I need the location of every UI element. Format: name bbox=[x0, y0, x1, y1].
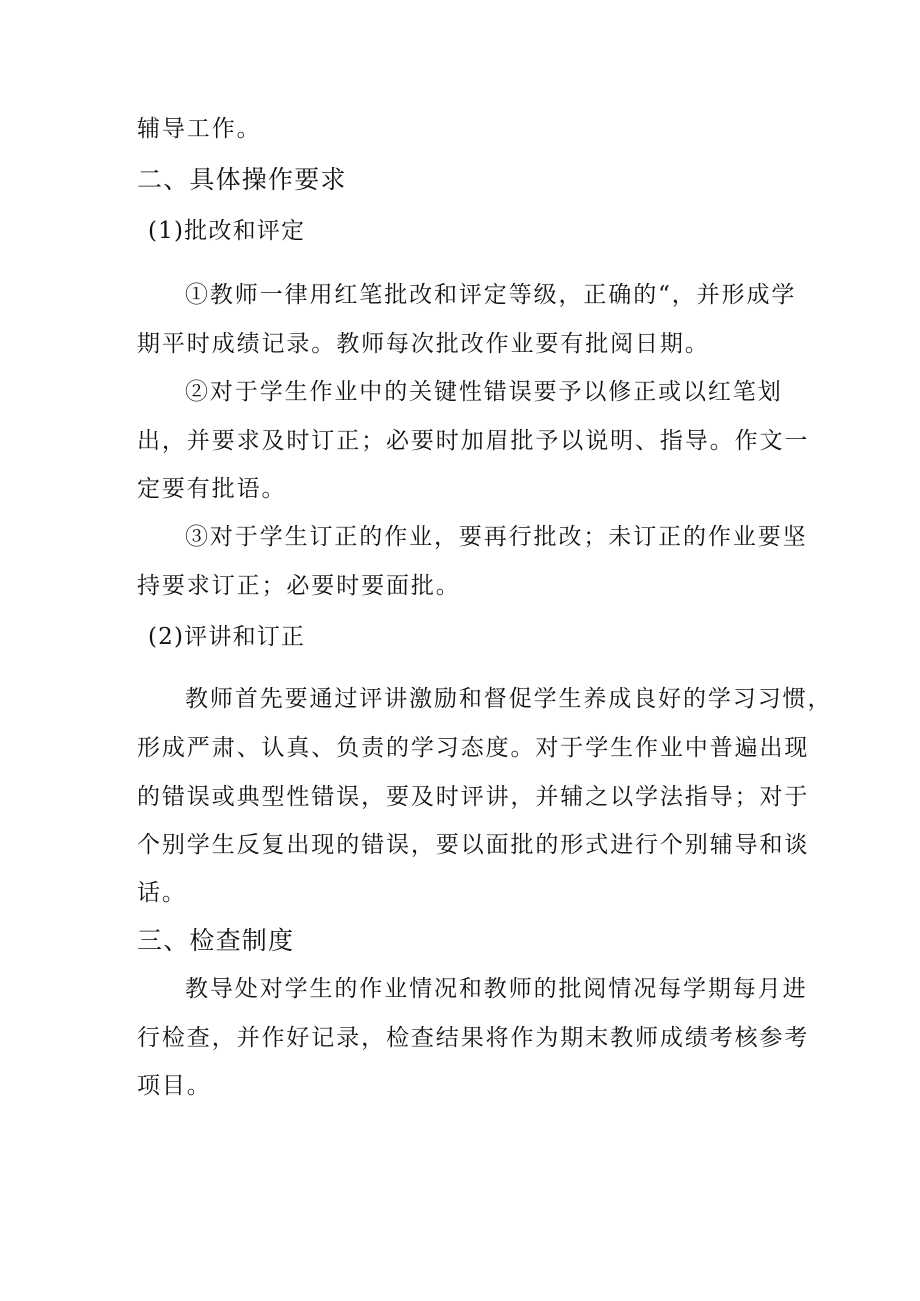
item2-line-3: 定要有批语。 bbox=[137, 476, 287, 502]
part2-paragraph-line-3: 的错误或典型性错误，要及时评讲，并辅之以学法指导；对于 bbox=[137, 784, 810, 810]
section3-heading: 三、检查制度 bbox=[137, 926, 295, 955]
part1-title: (1)批改和评定 bbox=[148, 218, 306, 244]
part2-paragraph-line-1: 教师首先要通过评讲激励和督促学生养成良好的学习习惯， bbox=[185, 686, 833, 712]
intro-line: 辅导工作。 bbox=[137, 116, 262, 142]
part2-title: (2)评讲和订正 bbox=[148, 624, 306, 650]
section3-paragraph-line-2: 行检查，并作好记录，检查结果将作为期末教师成绩考核参考 bbox=[137, 1025, 810, 1051]
part2-paragraph-line-2: 形成严肃、认真、负责的学习态度。对于学生作业中普遍出现 bbox=[137, 735, 810, 761]
section3-paragraph-line-3: 项目。 bbox=[137, 1073, 212, 1099]
item1-line-1: ①教师一律用红笔批改和评定等级，正确的“，并形成学 bbox=[185, 282, 797, 308]
section3-paragraph-line-1: 教导处对学生的作业情况和教师的批阅情况每学期每月进 bbox=[185, 976, 808, 1002]
part2-paragraph-line-4: 个别学生反复出现的错误，要以面批的形式进行个别辅导和谈 bbox=[137, 832, 810, 858]
section2-heading: 二、具体操作要求 bbox=[137, 165, 347, 194]
item1-line-2: 期平时成绩记录。教师每次批改作业要有批阅日期。 bbox=[137, 331, 710, 357]
item3-line-1: ③对于学生订正的作业，要再行批改；未订正的作业要坚 bbox=[185, 524, 808, 550]
item2-line-1: ②对于学生作业中的关键性错误要予以修正或以红笔划 bbox=[185, 379, 783, 405]
item2-line-2: 出，并要求及时订正；必要时加眉批予以说明、指导。作文一 bbox=[137, 428, 810, 454]
item3-line-2: 持要求订正；必要时要面批。 bbox=[137, 573, 461, 599]
part2-paragraph-line-5: 话。 bbox=[137, 880, 187, 906]
